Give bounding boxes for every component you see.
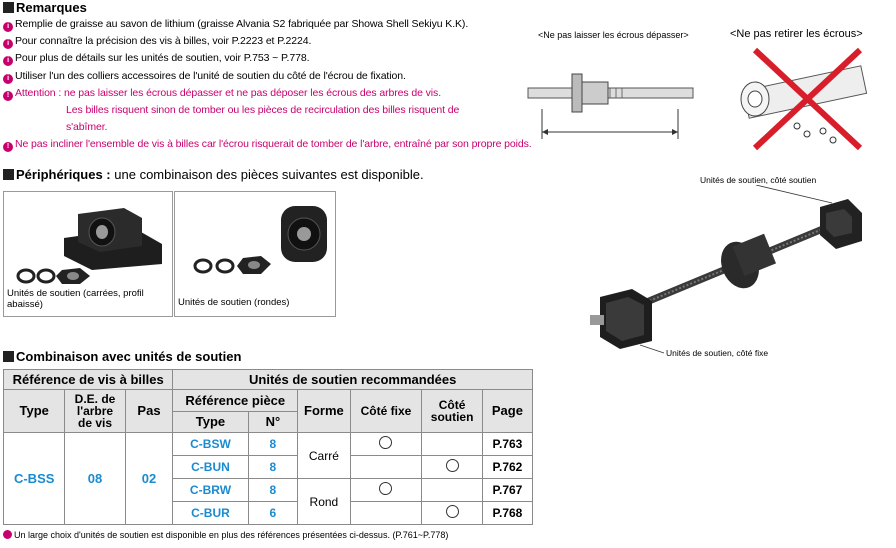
part-no: 8 <box>248 456 298 479</box>
peripheral-square-unit <box>3 191 173 317</box>
square-support-unit-image <box>44 198 169 270</box>
page-ref: P.768 <box>482 502 532 525</box>
nut-removal-diagram <box>725 44 875 154</box>
peripheral-square-caption: Unités de soutien (carrées, profil abaissé) <box>7 288 144 310</box>
support-side-empty <box>422 433 483 456</box>
page-ref: P.762 <box>482 456 532 479</box>
support-side-empty <box>422 479 483 502</box>
square-bullet-icon <box>3 351 14 362</box>
header-part-ref: Référence pièce <box>173 390 298 412</box>
footnote: Un large choix d'unités de soutien est disponible en plus des références présentées ci-dessus. (P.761~P.778) <box>3 530 448 540</box>
remarks-list <box>3 16 532 154</box>
diagram-caption-right: <Ne pas retirer les écrous> <box>730 28 863 40</box>
header-recommended: Unités de soutien recommandées <box>173 370 533 390</box>
header-pitch: Pas <box>125 390 173 433</box>
circle-mark-icon <box>379 482 392 495</box>
ball-screw-assembly-image <box>580 185 880 370</box>
info-icon: i <box>3 22 13 32</box>
collar-rings-image <box>16 264 96 286</box>
header-form: Forme <box>298 390 350 433</box>
incline-warning: ! Ne pas incliner l'ensemble de vis à billes car l'écrou risquerait de tomber de l'arbre, entraîné par son propre poids. <box>3 136 532 153</box>
info-icon: i <box>3 39 13 49</box>
screw-type: C-BSS <box>4 433 65 525</box>
header-no: N° <box>248 412 298 433</box>
header-page: Page <box>482 390 532 433</box>
part-type-link[interactable]: C-BRW <box>173 479 248 502</box>
form-cell: Rond <box>298 479 350 525</box>
attention-note-line3: s'abîmer. <box>66 121 108 134</box>
part-no: 8 <box>248 479 298 502</box>
part-no: 8 <box>248 433 298 456</box>
fixed-side-mark <box>350 479 422 502</box>
peripheral-round-unit <box>174 191 336 317</box>
remark-item: i Remplie de graisse au savon de lithium (graisse Alvania S2 fabriquée par Showa Shell Sekiyu K.K). <box>3 16 532 33</box>
screw-pitch: 02 <box>125 433 173 525</box>
support-side-mark <box>422 456 483 479</box>
remarks-title: Remarques <box>3 0 87 15</box>
table-row <box>4 433 533 456</box>
round-support-unit-image <box>193 200 328 280</box>
peripheral-round-caption: Unités de soutien (rondes) <box>178 297 290 308</box>
info-icon: i <box>3 74 13 84</box>
diagram-caption-left: <Ne pas laisser les écrous dépasser> <box>538 30 689 40</box>
support-side-label: Unités de soutien, côté soutien <box>700 175 817 185</box>
warning-icon: ! <box>3 142 13 152</box>
page-ref: P.767 <box>482 479 532 502</box>
header-od: D.E. de l'arbre de vis <box>65 390 125 433</box>
square-bullet-icon <box>3 2 14 13</box>
page-ref: P.763 <box>482 433 532 456</box>
nut-overhang-diagram <box>520 44 700 144</box>
remark-item: i Pour plus de détails sur les unités de soutien, voir P.753 ~ P.778. <box>3 50 532 67</box>
peripherals-title: Périphériques : une combinaison des pièces suivantes est disponible. <box>3 167 424 182</box>
circle-mark-icon <box>379 436 392 449</box>
part-type-link[interactable]: C-BUR <box>173 502 248 525</box>
fixed-side-empty <box>350 456 422 479</box>
remark-item: i Pour connaître la précision des vis à billes, voir P.2223 et P.2224. <box>3 33 532 50</box>
combination-table <box>3 369 533 525</box>
support-side-mark <box>422 502 483 525</box>
form-cell: Carré <box>298 433 350 479</box>
attention-note-line2: Les billes risquent sinon de tomber ou les pièces de recirculation des billes risquent de <box>66 104 460 117</box>
part-type-link[interactable]: C-BUN <box>173 456 248 479</box>
info-icon <box>3 530 12 539</box>
header-part-type: Type <box>173 412 248 433</box>
part-no: 6 <box>248 502 298 525</box>
info-icon: i <box>3 56 13 66</box>
warning-icon: ! <box>3 91 13 101</box>
header-type: Type <box>4 390 65 433</box>
screw-od: 08 <box>65 433 125 525</box>
header-fixed: Côté fixe <box>350 390 422 433</box>
combination-title: Combinaison avec unités de soutien <box>3 349 241 364</box>
header-screw-ref: Référence de vis à billes <box>4 370 173 390</box>
square-bullet-icon <box>3 169 14 180</box>
header-support: Côté soutien <box>422 390 483 433</box>
part-type-link[interactable]: C-BSW <box>173 433 248 456</box>
fixed-side-mark <box>350 433 422 456</box>
attention-note: ! Attention : ne pas laisser les écrous dépasser et ne pas déposer les écrous des arbres de vis. <box>3 85 532 102</box>
remark-item: i Utiliser l'un des colliers accessoires de l'unité de soutien du côté de l'écrou de fixation. <box>3 68 532 85</box>
fixed-side-empty <box>350 502 422 525</box>
circle-mark-icon <box>446 459 459 472</box>
fixed-side-label: Unités de soutien, côté fixe <box>666 348 769 358</box>
circle-mark-icon <box>446 505 459 518</box>
